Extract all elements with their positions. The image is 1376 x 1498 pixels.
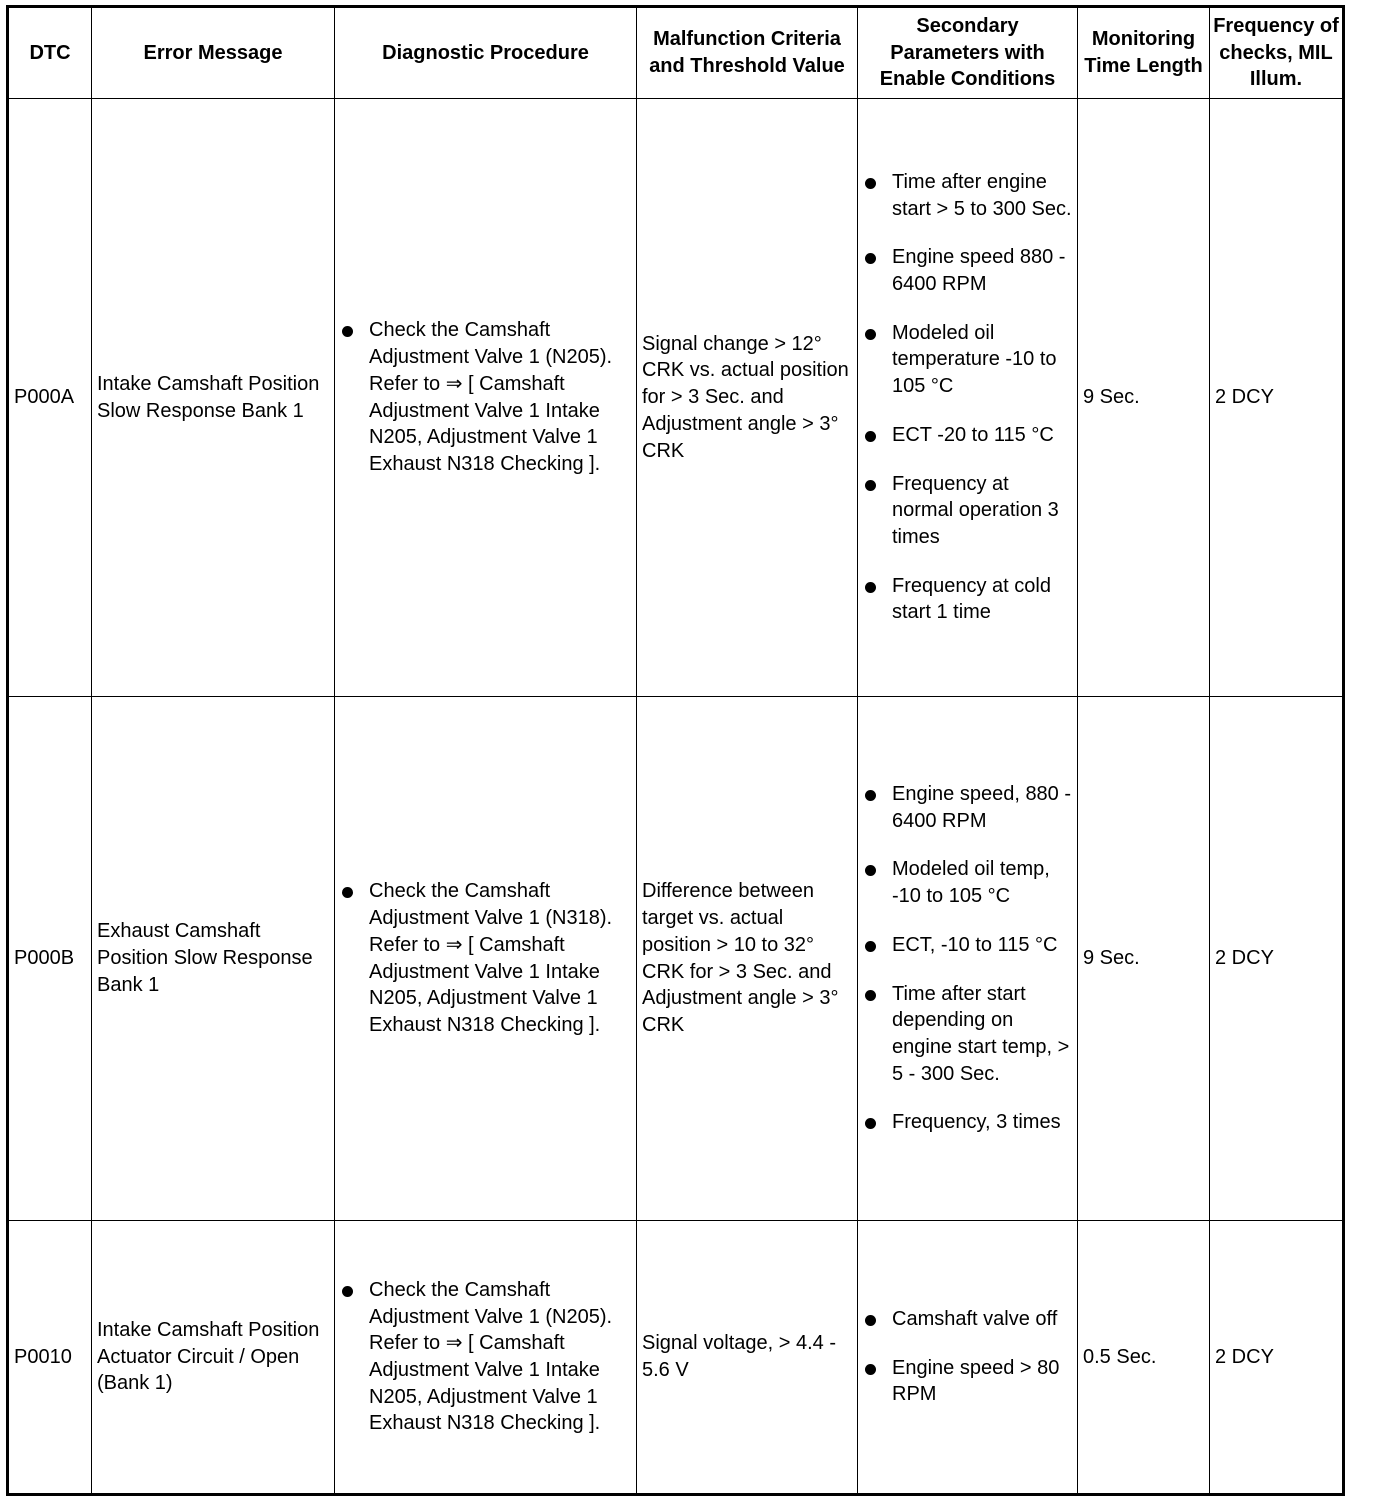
header-monitoring-time: Monitoring Time Length: [1078, 7, 1210, 99]
dtc-code: P000B: [8, 697, 92, 1221]
secondary-parameters: [858, 99, 1078, 697]
header-diagnostic-procedure: Diagnostic Procedure: [335, 7, 637, 99]
secondary-parameters: [858, 697, 1078, 1221]
malfunction-criteria: Signal change > 12° CRK vs. actual position for > 3 Sec. and Adjustment angle > 3° CRK: [637, 99, 858, 697]
dtc-code: P0010: [8, 1221, 92, 1495]
frequency: 2 DCY: [1210, 697, 1344, 1221]
table-row: [8, 697, 1344, 1221]
secondary-item: Frequency at cold start 1 time: [863, 573, 1072, 626]
secondary-item: ECT, -10 to 115 °C: [863, 932, 1072, 959]
error-message: Intake Camshaft Position Actuator Circuit / Open (Bank 1): [92, 1221, 335, 1495]
diagnostic-procedure: [335, 99, 637, 697]
secondary-item: Modeled oil temperature -10 to 105 °C: [863, 320, 1072, 400]
malfunction-criteria: Difference between target vs. actual position > 10 to 32° CRK for > 3 Sec. and Adjustment angle > 3° CRK: [637, 697, 858, 1221]
header-frequency: Frequency of checks, MIL Illum.: [1210, 7, 1344, 99]
secondary-item: Camshaft valve off: [863, 1306, 1072, 1333]
header-error-message: Error Message: [92, 7, 335, 99]
secondary-item: Frequency, 3 times: [863, 1109, 1072, 1136]
header-row: [8, 7, 1344, 99]
frequency: 2 DCY: [1210, 1221, 1344, 1495]
secondary-item: ECT -20 to 115 °C: [863, 422, 1072, 449]
diagnostic-procedure: [335, 697, 637, 1221]
secondary-item: Modeled oil temp, -10 to 105 °C: [863, 856, 1072, 909]
secondary-item: Time after start depending on engine start temp, > 5 - 300 Sec.: [863, 981, 1072, 1088]
procedure-item: Check the Camshaft Adjustment Valve 1 (N205). Refer to ⇒ [ Camshaft Adjustment Valve 1 Intake N205, Adjustment Valve 1 Exhaust N318 Checking ].: [340, 317, 631, 477]
header-secondary-parameters: Secondary Parameters with Enable Conditions: [858, 7, 1078, 99]
secondary-item: Frequency at normal operation 3 times: [863, 471, 1072, 551]
procedure-item: Check the Camshaft Adjustment Valve 1 (N318). Refer to ⇒ [ Camshaft Adjustment Valve 1 Intake N205, Adjustment Valve 1 Exhaust N318 Checking ].: [340, 878, 631, 1038]
frequency: 2 DCY: [1210, 99, 1344, 697]
diagnostic-procedure: [335, 1221, 637, 1495]
dtc-code: P000A: [8, 99, 92, 697]
secondary-parameters: [858, 1221, 1078, 1495]
malfunction-criteria: Signal voltage, > 4.4 - 5.6 V: [637, 1221, 858, 1495]
monitoring-time: 0.5 Sec.: [1078, 1221, 1210, 1495]
monitoring-time: 9 Sec.: [1078, 99, 1210, 697]
error-message: Exhaust Camshaft Position Slow Response Bank 1: [92, 697, 335, 1221]
error-message: Intake Camshaft Position Slow Response Bank 1: [92, 99, 335, 697]
table-row: [8, 1221, 1344, 1495]
monitoring-time: 9 Sec.: [1078, 697, 1210, 1221]
table-row: [8, 99, 1344, 697]
procedure-item: Check the Camshaft Adjustment Valve 1 (N205). Refer to ⇒ [ Camshaft Adjustment Valve 1 Intake N205, Adjustment Valve 1 Exhaust N318 Checking ].: [340, 1277, 631, 1437]
secondary-item: Engine speed > 80 RPM: [863, 1355, 1072, 1408]
secondary-item: Engine speed, 880 - 6400 RPM: [863, 781, 1072, 834]
secondary-item: Engine speed 880 - 6400 RPM: [863, 244, 1072, 297]
secondary-item: Time after engine start > 5 to 300 Sec.: [863, 169, 1072, 222]
header-dtc: DTC: [8, 7, 92, 99]
header-malfunction-criteria: Malfunction Criteria and Threshold Value: [637, 7, 858, 99]
dtc-table: [6, 5, 1345, 1496]
